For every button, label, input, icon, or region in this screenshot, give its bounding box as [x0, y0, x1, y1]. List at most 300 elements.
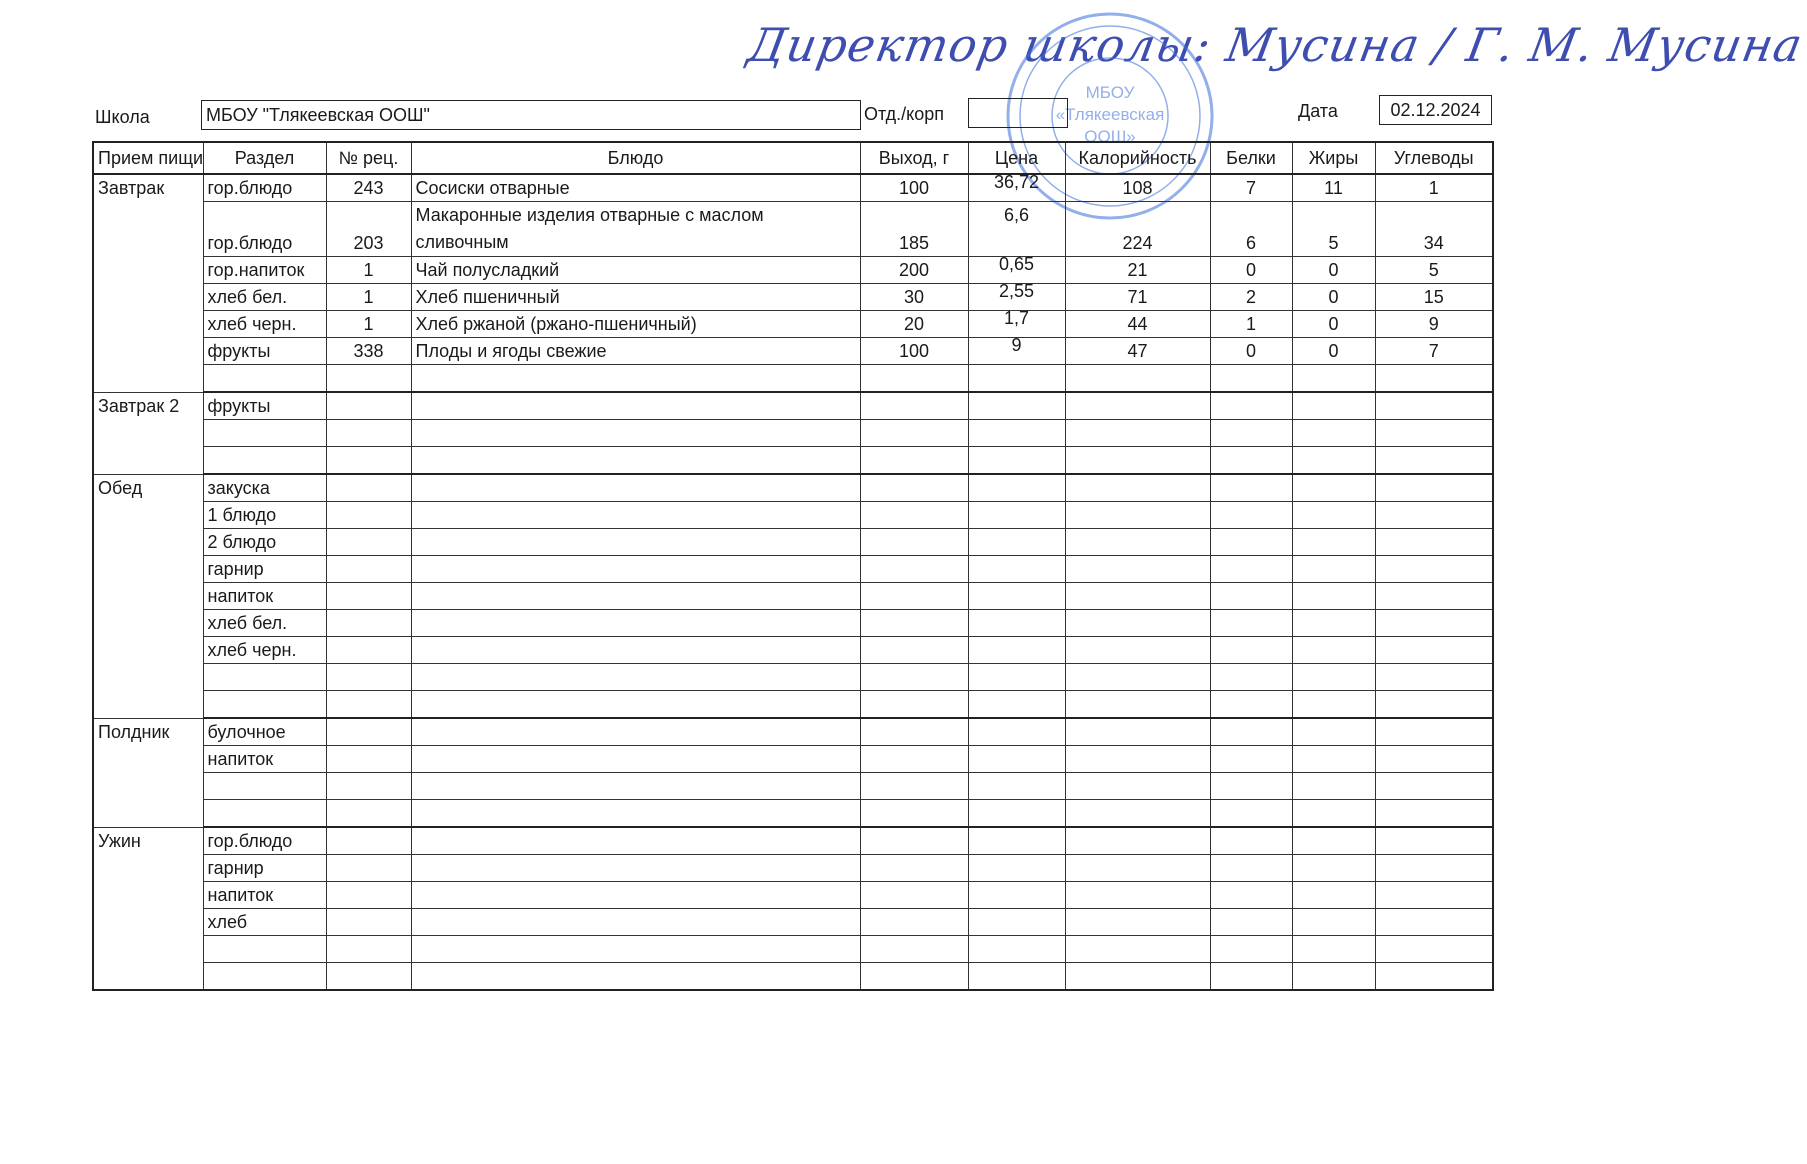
empty-cell [326, 936, 411, 963]
section-cell: 1 блюдо [203, 502, 326, 529]
empty-cell [860, 610, 968, 637]
section-cell: гор.блюдо [203, 202, 326, 257]
col-yield: Выход, г [860, 142, 968, 174]
empty-cell [1292, 556, 1375, 583]
school-field[interactable]: МБОУ "Тлякеевская ООШ" [201, 100, 861, 130]
section-cell: хлеб черн. [203, 637, 326, 664]
empty-cell [1375, 773, 1493, 800]
empty-cell [411, 936, 860, 963]
empty-cell [1375, 502, 1493, 529]
carbs-cell: 15 [1375, 284, 1493, 311]
meal-breakfast: Завтрак [93, 174, 203, 392]
empty-cell [411, 392, 860, 420]
empty-cell [860, 502, 968, 529]
empty-cell [411, 827, 860, 855]
empty-cell [1375, 963, 1493, 991]
empty-cell [968, 556, 1065, 583]
empty-cell [860, 691, 968, 719]
empty-cell [1065, 392, 1210, 420]
empty-cell [326, 447, 411, 475]
col-recipe: № рец. [326, 142, 411, 174]
group-snack [93, 718, 1493, 827]
table-row [93, 800, 1493, 828]
section-cell: гор.блюдо [203, 174, 326, 202]
empty-cell [1065, 827, 1210, 855]
carbs-cell: 5 [1375, 257, 1493, 284]
director-signature: Директор школы: Мусина / Г. М. Мусина [743, 18, 1807, 72]
empty-cell [1065, 909, 1210, 936]
empty-cell [326, 637, 411, 664]
section-cell: хлеб [203, 909, 326, 936]
section-cell: 2 блюдо [203, 529, 326, 556]
empty-cell [411, 420, 860, 447]
empty-cell [860, 936, 968, 963]
price-cell [968, 335, 1065, 365]
section-cell [203, 800, 326, 828]
table-row [93, 447, 1493, 475]
empty-cell [860, 800, 968, 828]
fat-cell: 0 [1292, 311, 1375, 338]
empty-cell [968, 773, 1065, 800]
empty-cell [411, 773, 860, 800]
table-row [93, 882, 1493, 909]
kcal-cell: 21 [1065, 257, 1210, 284]
price-cell [968, 202, 1065, 257]
empty-cell [1292, 529, 1375, 556]
empty-cell [1210, 882, 1292, 909]
empty-cell [326, 691, 411, 719]
empty-cell [1292, 882, 1375, 909]
table-row [93, 284, 1493, 311]
empty-cell [860, 529, 968, 556]
recipe-cell: 338 [326, 338, 411, 365]
col-price: Цена [968, 142, 1065, 174]
empty-cell [1065, 963, 1210, 991]
school-label: Школа [95, 107, 150, 127]
empty-cell [326, 556, 411, 583]
fat-cell: 0 [1292, 257, 1375, 284]
table-row [93, 718, 1493, 746]
empty-cell [968, 963, 1065, 991]
table-row [93, 583, 1493, 610]
dish-line-1: Макаронные изделия отварные с маслом [415, 205, 764, 225]
dish-line-2: сливочным [415, 232, 509, 252]
empty-cell [860, 637, 968, 664]
empty-cell [968, 637, 1065, 664]
empty-cell [1065, 502, 1210, 529]
empty-cell [1065, 583, 1210, 610]
table-row [93, 909, 1493, 936]
empty-cell [1292, 420, 1375, 447]
recipe-cell: 1 [326, 284, 411, 311]
kcal-cell: 108 [1065, 174, 1210, 202]
empty-cell [326, 420, 411, 447]
empty-cell [411, 746, 860, 773]
empty-cell [1375, 936, 1493, 963]
empty-cell [1292, 855, 1375, 882]
section-cell: напиток [203, 882, 326, 909]
empty-cell [1210, 447, 1292, 475]
price-value: 9 [1011, 335, 1022, 355]
section-cell: фрукты [203, 338, 326, 365]
empty-cell [1292, 637, 1375, 664]
section-cell [203, 664, 326, 691]
table-row [93, 392, 1493, 420]
empty-cell [1065, 691, 1210, 719]
table-row [93, 311, 1493, 338]
empty-cell [411, 556, 860, 583]
carbs-cell: 1 [1375, 174, 1493, 202]
empty-cell [968, 746, 1065, 773]
section-cell [203, 936, 326, 963]
meal-breakfast2: Завтрак 2 [93, 392, 203, 474]
empty-cell [860, 474, 968, 502]
table-row [93, 664, 1493, 691]
fat-cell: 5 [1292, 202, 1375, 257]
table-row [93, 474, 1493, 502]
empty-cell [326, 529, 411, 556]
empty-cell [1375, 909, 1493, 936]
empty-cell [411, 583, 860, 610]
empty-cell [1375, 610, 1493, 637]
yield-cell: 20 [860, 311, 968, 338]
date-field[interactable]: 02.12.2024 [1379, 95, 1492, 125]
price-value: 6,6 [1003, 205, 1030, 225]
kcal-cell: 71 [1065, 284, 1210, 311]
section-cell: напиток [203, 746, 326, 773]
empty-cell [1065, 529, 1210, 556]
empty-cell [1210, 746, 1292, 773]
recipe-cell: 1 [326, 257, 411, 284]
price-cell [968, 281, 1065, 311]
empty-cell [411, 882, 860, 909]
dish-cell: Плоды и ягоды свежие [411, 338, 860, 365]
empty-cell [860, 583, 968, 610]
menu-table [92, 141, 1494, 991]
group-dinner [93, 827, 1493, 990]
empty-cell [1375, 474, 1493, 502]
empty-cell [968, 529, 1065, 556]
empty-cell [1210, 474, 1292, 502]
price-cell [968, 308, 1065, 338]
empty-cell [968, 882, 1065, 909]
empty-cell [411, 474, 860, 502]
col-kcal: Калорийность [1065, 142, 1210, 174]
empty-cell [326, 746, 411, 773]
empty-cell [1210, 420, 1292, 447]
table-row [93, 827, 1493, 855]
table-row [93, 855, 1493, 882]
section-cell [203, 773, 326, 800]
seal-line-3: ООШ» [1084, 127, 1136, 146]
table-header-row [93, 142, 1493, 174]
empty-cell [968, 827, 1065, 855]
empty-cell [411, 447, 860, 475]
meal-snack: Полдник [93, 718, 203, 827]
empty-cell [1292, 746, 1375, 773]
yield-cell: 100 [860, 174, 968, 202]
recipe-cell: 1 [326, 311, 411, 338]
empty-cell [1375, 664, 1493, 691]
yield-cell: 30 [860, 284, 968, 311]
empty-cell [1375, 827, 1493, 855]
price-value: 36,72 [993, 172, 1040, 192]
empty-cell [860, 909, 968, 936]
col-carbs: Углеводы [1375, 142, 1493, 174]
empty-cell [1375, 746, 1493, 773]
empty-cell [1210, 800, 1292, 828]
empty-cell [1375, 637, 1493, 664]
empty-cell [1065, 447, 1210, 475]
empty-cell [411, 909, 860, 936]
table-row [93, 174, 1493, 202]
dept-field[interactable] [968, 98, 1068, 128]
empty-cell [1065, 746, 1210, 773]
empty-cell [1375, 718, 1493, 746]
empty-cell [326, 474, 411, 502]
empty-cell [968, 718, 1065, 746]
section-cell: хлеб бел. [203, 284, 326, 311]
empty-cell [1065, 664, 1210, 691]
empty-cell [1292, 583, 1375, 610]
empty-cell [968, 583, 1065, 610]
empty-cell [411, 610, 860, 637]
table-row [93, 773, 1493, 800]
section-cell: хлеб бел. [203, 610, 326, 637]
kcal-cell: 224 [1065, 202, 1210, 257]
price-cell [968, 174, 1065, 202]
empty-cell [411, 963, 860, 991]
empty-cell [326, 800, 411, 828]
empty-cell [326, 827, 411, 855]
empty-cell [326, 392, 411, 420]
section-cell: гарнир [203, 855, 326, 882]
table-row [93, 963, 1493, 991]
empty-cell [1292, 800, 1375, 828]
yield-cell: 200 [860, 257, 968, 284]
carbs-cell: 9 [1375, 311, 1493, 338]
col-protein: Белки [1210, 142, 1292, 174]
price-cell [968, 254, 1065, 284]
table-row [93, 610, 1493, 637]
dish-cell [411, 202, 860, 257]
empty-cell [968, 392, 1065, 420]
table-row [93, 637, 1493, 664]
empty-cell [860, 447, 968, 475]
empty-cell [411, 718, 860, 746]
table-row [93, 746, 1493, 773]
empty-cell [968, 855, 1065, 882]
price-value: 2,55 [998, 281, 1035, 301]
seal-line-2: «Тлякеевская [1055, 105, 1165, 124]
empty-cell [1210, 610, 1292, 637]
empty-cell [1375, 529, 1493, 556]
empty-cell [411, 637, 860, 664]
fat-cell: 0 [1292, 338, 1375, 365]
empty-cell [1375, 882, 1493, 909]
empty-cell [1375, 583, 1493, 610]
empty-cell [968, 610, 1065, 637]
kcal-cell: 47 [1065, 338, 1210, 365]
empty-cell [326, 909, 411, 936]
empty-cell [1065, 556, 1210, 583]
empty-cell [411, 664, 860, 691]
empty-cell [326, 855, 411, 882]
empty-cell [860, 773, 968, 800]
section-cell: гор.напиток [203, 257, 326, 284]
empty-cell [1065, 800, 1210, 828]
empty-cell [1210, 963, 1292, 991]
empty-cell [1292, 447, 1375, 475]
empty-cell [968, 691, 1065, 719]
price-value: 0,65 [998, 254, 1035, 274]
price-value: 1,7 [1003, 308, 1030, 328]
empty-cell [968, 664, 1065, 691]
table-row [93, 257, 1493, 284]
protein-cell: 0 [1210, 338, 1292, 365]
table-row [93, 338, 1493, 365]
empty-cell [1210, 637, 1292, 664]
section-cell: булочное [203, 718, 326, 746]
yield-cell: 100 [860, 338, 968, 365]
empty-cell [1210, 718, 1292, 746]
recipe-cell: 243 [326, 174, 411, 202]
empty-cell [1292, 827, 1375, 855]
empty-cell [1065, 936, 1210, 963]
dish-cell: Хлеб ржаной (ржано-пшеничный) [411, 311, 860, 338]
section-cell: закуска [203, 474, 326, 502]
table-row [93, 556, 1493, 583]
dish-cell: Хлеб пшеничный [411, 284, 860, 311]
empty-cell [968, 909, 1065, 936]
empty-cell [1210, 936, 1292, 963]
empty-cell [411, 502, 860, 529]
dish-cell: Чай полусладкий [411, 257, 860, 284]
protein-cell: 6 [1210, 202, 1292, 257]
empty-cell [968, 502, 1065, 529]
empty-cell [411, 800, 860, 828]
section-cell: гарнир [203, 556, 326, 583]
empty-cell [1210, 855, 1292, 882]
table-row [93, 936, 1493, 963]
protein-cell: 1 [1210, 311, 1292, 338]
recipe-cell: 203 [326, 202, 411, 257]
empty-cell [1065, 773, 1210, 800]
table-row [93, 202, 1493, 257]
section-cell: напиток [203, 583, 326, 610]
group-breakfast2 [93, 392, 1493, 474]
empty-cell [326, 773, 411, 800]
empty-cell [1210, 529, 1292, 556]
empty-cell [860, 855, 968, 882]
empty-cell [326, 882, 411, 909]
date-label: Дата [1298, 101, 1338, 121]
empty-cell [1065, 420, 1210, 447]
empty-cell [326, 963, 411, 991]
empty-cell [860, 664, 968, 691]
empty-cell [1292, 610, 1375, 637]
empty-cell [1065, 882, 1210, 909]
dish-cell: Сосиски отварные [411, 174, 860, 202]
empty-cell [326, 610, 411, 637]
fat-cell: 11 [1292, 174, 1375, 202]
empty-cell [1292, 502, 1375, 529]
carbs-cell: 7 [1375, 338, 1493, 365]
section-cell: хлеб черн. [203, 311, 326, 338]
empty-cell [1210, 909, 1292, 936]
empty-cell [1375, 691, 1493, 719]
carbs-cell: 34 [1375, 202, 1493, 257]
empty-cell [1210, 773, 1292, 800]
empty-cell [411, 691, 860, 719]
empty-cell [1065, 637, 1210, 664]
empty-cell [1210, 392, 1292, 420]
section-cell: гор.блюдо [203, 827, 326, 855]
yield-cell: 185 [860, 202, 968, 257]
section-cell [203, 447, 326, 475]
empty-cell [326, 718, 411, 746]
section-cell [203, 420, 326, 447]
empty-cell [1210, 691, 1292, 719]
empty-cell [1375, 420, 1493, 447]
empty-cell [411, 529, 860, 556]
empty-cell [1210, 502, 1292, 529]
empty-cell [1292, 773, 1375, 800]
table-row [93, 420, 1493, 447]
empty-cell [1375, 447, 1493, 475]
empty-cell [1210, 583, 1292, 610]
empty-cell [968, 800, 1065, 828]
empty-cell [968, 936, 1065, 963]
empty-cell [326, 583, 411, 610]
group-lunch [93, 474, 1493, 718]
empty-cell [1065, 855, 1210, 882]
dept-label: Отд./корп [864, 104, 944, 124]
empty-cell [1292, 936, 1375, 963]
protein-cell: 0 [1210, 257, 1292, 284]
empty-cell [326, 664, 411, 691]
empty-cell [860, 882, 968, 909]
empty-cell [1065, 474, 1210, 502]
table-row [93, 365, 1493, 393]
table-row [93, 502, 1493, 529]
empty-cell [1375, 392, 1493, 420]
empty-cell [860, 746, 968, 773]
empty-cell [326, 502, 411, 529]
protein-cell: 2 [1210, 284, 1292, 311]
table-row [93, 529, 1493, 556]
empty-cell [860, 963, 968, 991]
empty-cell [968, 447, 1065, 475]
section-cell [203, 963, 326, 991]
empty-cell [860, 392, 968, 420]
empty-cell [1292, 718, 1375, 746]
empty-cell [1210, 556, 1292, 583]
seal-line-1: МБОУ [1085, 83, 1135, 102]
table-row [93, 691, 1493, 719]
empty-cell [1292, 392, 1375, 420]
empty-cell [1065, 718, 1210, 746]
meal-dinner: Ужин [93, 827, 203, 990]
empty-cell [1210, 827, 1292, 855]
empty-cell [860, 827, 968, 855]
kcal-cell: 44 [1065, 311, 1210, 338]
empty-cell [1375, 855, 1493, 882]
empty-cell [1375, 800, 1493, 828]
col-meal: Прием пищи [93, 142, 203, 174]
fat-cell: 0 [1292, 284, 1375, 311]
empty-cell [860, 556, 968, 583]
